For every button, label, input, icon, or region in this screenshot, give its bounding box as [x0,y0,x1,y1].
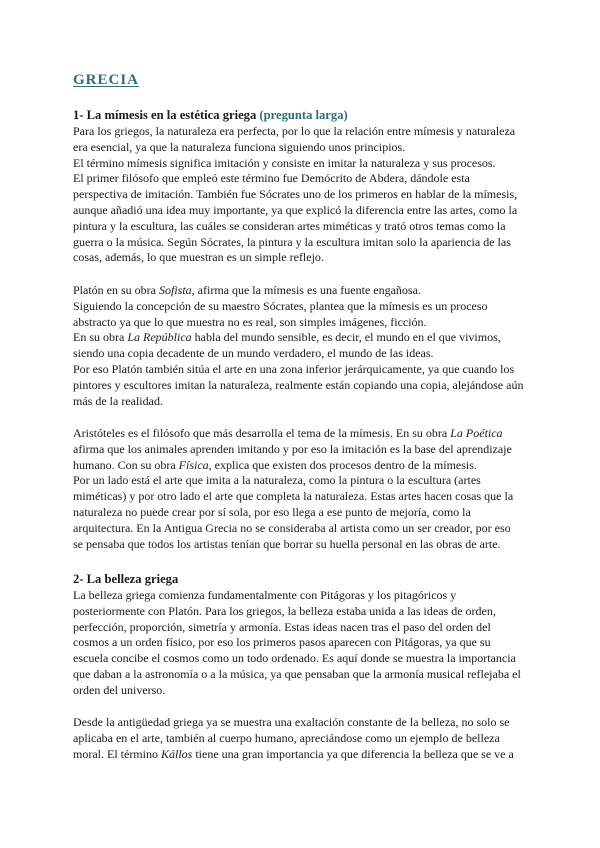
text-line: arquitectura. En la Antigua Grecia no se consideraba al artista como un ser creador, por eso [73,520,511,535]
text-line: pintores y escultores imitan la naturaleza, realmente están copiando una copia, alejándose aún [73,377,524,392]
text-line: miméticas) y por otro lado el arte que completa la naturaleza. Estas artes hacen cosas que la [73,489,514,504]
work-title-sofista: Sofista [159,283,192,297]
text-line [73,283,529,299]
text-line: Desde la antigüedad griega ya se muestra una exaltación constante de la belleza, no solo se [73,715,510,729]
text-line: cosas, además, lo que muestran es un simple reflejo. [73,250,324,265]
text-line: Para los griegos, la naturaleza era perfecta, por lo que la relación entre mímesis y naturaleza [73,124,516,138]
text-line: El término mímesis significa imitación y consiste en imitar la naturaleza y sus procesos. [73,155,496,170]
text-line: era esencial, ya que la naturaleza funciona siguiendo unos principios. [73,139,406,154]
text-line: El primer filósofo que empleó este término fue Demócrito de Abdera, dándole esta [73,171,470,186]
text-line: Por un lado está el arte que imita a la naturaleza, como la pintura o la escultura (artes [73,473,481,488]
text-line: más de la realidad. [73,393,163,408]
document-title: GRECIA [73,72,140,88]
text-line: perspectiva de imitación. También fue Sócrates uno de los primeros en hablar de la mímesis, [73,187,518,202]
work-title-poetica: La Poética [450,426,503,440]
text-line [73,458,529,474]
text-line [73,747,529,763]
paragraph-belleza-antiguedad [73,715,529,762]
text-line: se pensaba que todos los artistas tenían que borrar su huella personal en las obras de arte. [73,536,501,551]
text-run: humano. Con su obra [73,457,179,472]
text-line: aplicaba en el arte, también al cuerpo humano, apreciándose como un ejemplo de belleza [73,730,500,745]
text-line: abstracto ya que lo que muestra no es real, son simples imágenes, ficción. [73,314,427,329]
text-run: Aristóteles es el filósofo que más desarrolla el tema de la mímesis. En su obra [73,426,451,440]
text-run: , explica que existen dos procesos dentro de la mímesis. [208,457,477,472]
text-line: pintura y la escultura, las cuáles se consideran artes miméticas y trató otros temas como la [73,218,506,233]
section-heading-text: 1- La mímesis en la estética griega [73,108,257,122]
text-line: siendo una copia decadente de un mundo verdadero, el mundo de las ideas. [73,346,434,361]
paragraph-belleza-intro [73,588,529,699]
text-run: En su obra [73,330,128,345]
section-heading-mimesis [73,108,348,123]
text-line: Por eso Platón también sitúa el arte en una zona inferior jerárquicamente, ya que cuando los [73,361,515,376]
text-line: Siguiendo la concepción de su maestro Sócrates, plantea que la mímesis es un proceso [73,298,488,313]
text-line [73,330,529,346]
paragraph-mimesis-intro [73,124,529,266]
text-line: afirma que los animales aprenden imitando y por eso la imitación es la base del aprendizaje [73,441,512,456]
text-run: habla del mundo sensible, es decir, el mundo en el que vivimos, [191,330,501,345]
text-line: posteriormente con Platón. Para los griegos, la belleza estaba unida a las ideas de orden, [73,603,496,618]
text-run: Platón en su obra [73,283,159,297]
work-title-republica: La República [127,330,192,345]
text-line: perfección, proporción, simetría y armonía. Estas ideas nacen tras el paso del orden del [73,619,491,634]
text-line: La belleza griega comienza fundamentalmente con Pitágoras y los pitagóricos y [73,588,457,602]
text-line: orden del universo. [73,682,166,697]
text-line: naturaleza no puede crear por sí sola, por eso llega a ese punto de mejoría, como la [73,504,471,519]
text-run: , afirma que la mímesis es una fuente engañosa. [191,283,421,297]
text-line: aunque añadió una idea muy importante, ya que explicó la diferencia entre las artes, como la [73,202,518,217]
section-heading-belleza: 2- La belleza griega [73,572,179,586]
section-heading-note: (pregunta larga) [259,108,348,122]
text-run: moral. El término [73,746,161,761]
paragraph-aristoteles [73,426,529,552]
text-line: que daban a la astronomía o a la música, ya que pensaban que la armonía musical reflejaba el [73,666,521,681]
text-line: cosmos a un orden físico, por eso los primeros pasos aparecen con Pitágoras, ya que su [73,635,491,650]
paragraph-platon [73,283,529,409]
text-line: guerra o la música. Según Sócrates, la pintura y la escultura imitan solo la apariencia de las [73,234,511,249]
text-line: escuela concibe el cosmos como un todo ordenado. Es aquí donde se muestra la importancia [73,651,516,666]
text-run: tiene una gran importancia ya que diferencia la belleza que se ve a [192,746,514,761]
text-line [73,426,529,442]
term-kallos: Kállos [160,746,193,761]
work-title-fisica: Física [178,457,209,472]
